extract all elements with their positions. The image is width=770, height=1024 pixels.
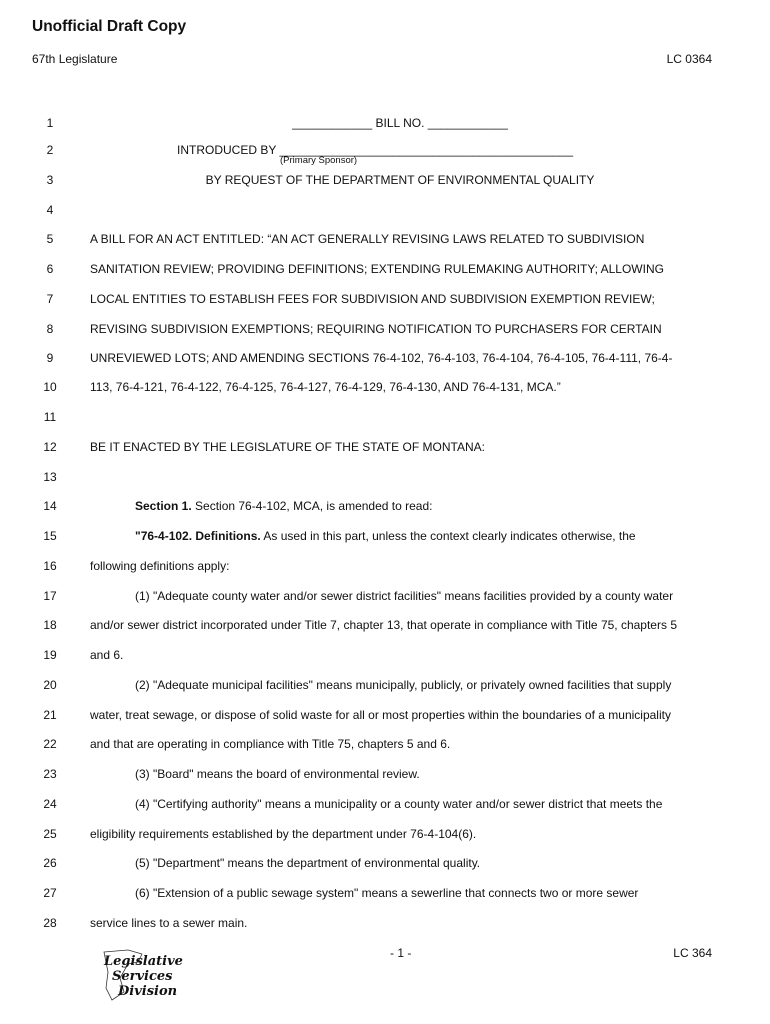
draft-title: Unofficial Draft Copy xyxy=(32,18,187,35)
line-text: BE IT ENACTED BY THE LEGISLATURE OF THE STATE OF MONTANA: xyxy=(90,440,485,454)
line-text xyxy=(135,497,432,515)
line-number: 5 xyxy=(46,232,54,246)
primary-sponsor-note: (Primary Sponsor) xyxy=(280,155,358,166)
line-number: 21 xyxy=(43,708,57,722)
bill-line xyxy=(0,527,770,545)
line-text: BY REQUEST OF THE DEPARTMENT OF ENVIRONMENTAL QUALITY xyxy=(205,173,595,187)
line-number: 2 xyxy=(46,143,54,157)
line-text: and that are operating in compliance with Title 75, chapters 5 and 6. xyxy=(90,737,451,751)
line-text: and/or sewer district incorporated under Title 7, chapter 13, that operate in compliance with Title 75, chapters 5 xyxy=(90,618,677,632)
bill-line xyxy=(0,497,770,515)
line-text: service lines to a sewer main. xyxy=(90,916,248,930)
line-number: 18 xyxy=(43,618,57,632)
bill-line xyxy=(0,320,770,338)
line-text: following definitions apply: xyxy=(90,559,230,573)
line-text: water, treat sewage, or dispose of solid waste for all or most properties within the boundaries of a municipality xyxy=(90,708,671,722)
line-number: 20 xyxy=(43,678,57,692)
bill-line xyxy=(0,914,770,932)
bill-line xyxy=(0,735,770,753)
line-text xyxy=(135,527,636,545)
line-text: LOCAL ENTITIES TO ESTABLISH FEES FOR SUBDIVISION AND SUBDIVISION EXEMPTION REVIEW; xyxy=(90,292,655,306)
line-number: 15 xyxy=(43,529,57,543)
bill-line xyxy=(0,201,770,219)
bill-line xyxy=(0,171,770,189)
bill-line xyxy=(0,349,770,367)
line-number: 8 xyxy=(46,322,54,336)
legislative-services-logo xyxy=(98,948,188,1004)
line-text: (2) "Adequate municipal facilities" means municipally, publicly, or privately owned facilities that supply xyxy=(135,678,672,692)
bill-line xyxy=(0,706,770,724)
bill-line xyxy=(0,141,770,159)
page-number: - 1 - xyxy=(390,946,412,960)
bill-line xyxy=(0,438,770,456)
bill-line xyxy=(0,230,770,248)
line-text: 113, 76-4-121, 76-4-122, 76-4-125, 76-4-127, 76-4-129, 76-4-130, AND 76-4-131, MCA.” xyxy=(90,380,561,394)
line-number: 14 xyxy=(43,499,57,513)
line-text: eligibility requirements established by the department under 76-4-104(6). xyxy=(90,827,477,841)
bill-line xyxy=(0,616,770,634)
line-number: 12 xyxy=(43,440,57,454)
bill-line xyxy=(0,468,770,486)
line-number: 3 xyxy=(46,173,54,187)
lc-number-header: LC 0364 xyxy=(666,52,712,66)
line-number: 10 xyxy=(43,380,57,394)
line-number: 24 xyxy=(43,797,57,811)
bill-line xyxy=(0,378,770,396)
section-heading: Section 1. xyxy=(135,499,192,513)
lc-number-footer: LC 364 xyxy=(673,946,712,960)
line-number: 13 xyxy=(43,470,57,484)
line-number: 28 xyxy=(43,916,57,930)
line-text: SANITATION REVIEW; PROVIDING DEFINITIONS; EXTENDING RULEMAKING AUTHORITY; ALLOWING xyxy=(90,262,664,276)
bill-line xyxy=(0,884,770,902)
bill-line xyxy=(0,587,770,605)
line-text: A BILL FOR AN ACT ENTITLED: “AN ACT GENERALLY REVISING LAWS RELATED TO SUBDIVISION xyxy=(90,232,645,246)
line-number: 16 xyxy=(43,559,57,573)
bill-line xyxy=(0,646,770,664)
line-text: UNREVIEWED LOTS; AND AMENDING SECTIONS 76-4-102, 76-4-103, 76-4-104, 76-4-105, 76-4-111, 76-4- xyxy=(90,351,673,365)
line-text: (5) "Department" means the department of environmental quality. xyxy=(135,856,481,870)
line-text: INTRODUCED BY ____________________________________________ xyxy=(177,143,574,157)
line-number: 7 xyxy=(46,292,54,306)
section-heading: "76-4-102. Definitions. xyxy=(135,529,261,543)
bill-line xyxy=(0,825,770,843)
line-number: 25 xyxy=(43,827,57,841)
line-number: 6 xyxy=(46,262,54,276)
bill-line xyxy=(0,260,770,278)
line-text: (1) "Adequate county water and/or sewer district facilities" means facilities provided by a county water xyxy=(135,589,674,603)
line-text: REVISING SUBDIVISION EXEMPTIONS; REQUIRING NOTIFICATION TO PURCHASERS FOR CERTAIN xyxy=(90,322,662,336)
bill-line xyxy=(0,557,770,575)
line-number: 27 xyxy=(43,886,57,900)
line-text: (4) "Certifying authority" means a municipality or a county water and/or sewer district that meets the xyxy=(135,797,663,811)
svg-text:Division: Division xyxy=(118,984,178,999)
line-text: (6) "Extension of a public sewage system" means a sewerline that connects two or more sewer xyxy=(135,886,639,900)
line-number: 11 xyxy=(43,410,57,424)
line-number: 26 xyxy=(43,856,57,870)
section-text: As used in this part, unless the context clearly indicates otherwise, the xyxy=(260,529,636,543)
line-text: ____________ BILL NO. ____________ xyxy=(292,116,508,130)
bill-line xyxy=(0,290,770,308)
line-number: 19 xyxy=(43,648,57,662)
line-number: 9 xyxy=(46,351,54,365)
line-text: (3) "Board" means the board of environmental review. xyxy=(135,767,420,781)
line-text: and 6. xyxy=(90,648,124,662)
bill-line xyxy=(0,854,770,872)
bill-line xyxy=(0,114,770,132)
svg-text:Legislative: Legislative xyxy=(104,954,183,969)
bill-line xyxy=(0,676,770,694)
line-number: 1 xyxy=(46,116,54,130)
legislature-label: 67th Legislature xyxy=(32,52,118,66)
section-text: Section 76-4-102, MCA, is amended to read: xyxy=(191,499,433,513)
bill-line xyxy=(0,765,770,783)
svg-text:Services: Services xyxy=(112,969,173,984)
line-number: 17 xyxy=(43,589,57,603)
bill-line xyxy=(0,408,770,426)
line-number: 4 xyxy=(46,203,54,217)
bill-line xyxy=(0,795,770,813)
line-number: 22 xyxy=(43,737,57,751)
line-number: 23 xyxy=(43,767,57,781)
